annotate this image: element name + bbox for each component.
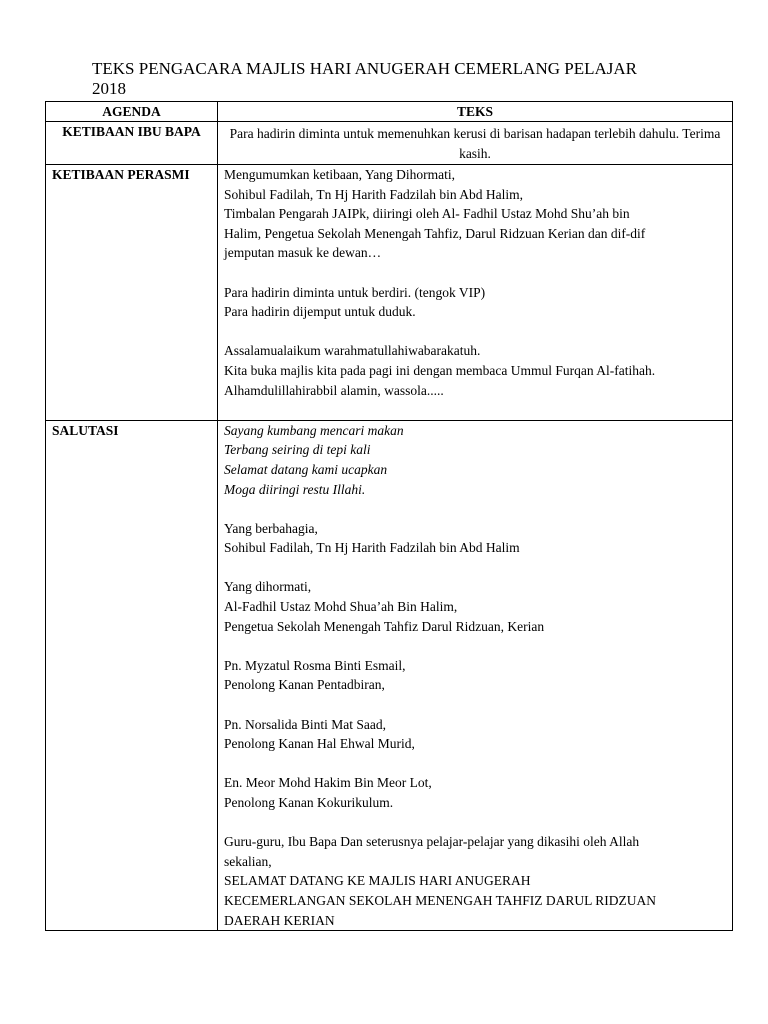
paragraph-gap (224, 813, 726, 833)
text-line: Pn. Norsalida Binti Mat Saad, (224, 716, 386, 732)
table-row (46, 165, 733, 421)
table-row (46, 420, 733, 930)
paragraph-gap (224, 322, 726, 342)
paragraph-gap (224, 558, 726, 578)
text-line: Sohibul Fadilah, Tn Hj Harith Fadzilah bin Abd Halim, (224, 186, 523, 202)
agenda-cell-ketibaan-ibu-bapa: KETIBAAN IBU BAPA (46, 122, 218, 165)
column-header-agenda: AGENDA (46, 102, 218, 122)
table-header-row (46, 102, 733, 122)
pantun-line: Selamat datang kami ucapkan (224, 461, 388, 477)
text-line: SELAMAT DATANG KE MAJLIS HARI ANUGERAH (224, 873, 531, 889)
text-line: Para hadirin dijemput untuk duduk. (224, 304, 416, 320)
text-line: Assalamualaikum warahmatullahiwabarakatuh. (224, 343, 481, 359)
text-cell-ketibaan-perasmi (218, 165, 733, 421)
document-title-year: 2018 (92, 79, 126, 98)
paragraph-gap (224, 695, 726, 715)
text-line: sekalian, (224, 853, 272, 869)
text-line: Alhamdulillahirabbil alamin, wassola..... (224, 382, 444, 398)
text-line: Al-Fadhil Ustaz Mohd Shua’ah Bin Halim, (224, 599, 458, 615)
paragraph-gap (224, 499, 726, 519)
text-cell-salutasi (218, 420, 733, 930)
pantun-line: Moga diiringi restu Illahi. (224, 481, 366, 497)
text-line: Para hadirin diminta untuk berdiri. (tengok VIP) (224, 284, 486, 300)
agenda-cell-ketibaan-perasmi: KETIBAAN PERASMI (46, 165, 218, 421)
agenda-table (45, 101, 733, 931)
pantun-line: Terbang seiring di tepi kali (224, 442, 371, 458)
document-title (92, 59, 732, 99)
text-line: Pengetua Sekolah Menengah Tahfiz Darul Ridzuan, Kerian (224, 618, 545, 634)
table-row (46, 122, 733, 165)
text-line: Timbalan Pengarah JAIPk, diiringi oleh Al- Fadhil Ustaz Mohd Shu’ah bin (224, 206, 630, 222)
text-line: Mengumumkan ketibaan, Yang Dihormati, (224, 167, 455, 182)
document-title-line: TEKS PENGACARA MAJLIS HARI ANUGERAH CEMERLANG PELAJAR (92, 59, 637, 78)
text-line: Pn. Myzatul Rosma Binti Esmail, (224, 657, 406, 673)
text-line: Guru-guru, Ibu Bapa Dan seterusnya pelajar-pelajar yang dikasihi oleh Allah (224, 834, 640, 850)
pantun-line: Sayang kumbang mencari makan (224, 422, 404, 438)
text-line: jemputan masuk ke dewan… (224, 245, 382, 261)
paragraph-gap (224, 400, 726, 420)
text-line: Kita buka majlis kita pada pagi ini dengan membaca Ummul Furqan Al-fatihah. (224, 362, 656, 378)
text-line: KECEMERLANGAN SEKOLAH MENENGAH TAHFIZ DARUL RIDZUAN (224, 892, 657, 908)
text-line: Penolong Kanan Hal Ehwal Murid, (224, 736, 415, 752)
text-line: En. Meor Mohd Hakim Bin Meor Lot, (224, 775, 432, 791)
text-line: Halim, Pengetua Sekolah Menengah Tahfiz, Darul Ridzuan Kerian dan dif-dif (224, 225, 646, 241)
text-line: Penolong Kanan Pentadbiran, (224, 677, 385, 693)
text-line: Penolong Kanan Kokurikulum. (224, 795, 394, 810)
text-cell-ketibaan-ibu-bapa: Para hadirin diminta untuk memenuhkan kerusi di barisan hadapan terlebih dahulu. Terima kasih. (218, 122, 733, 165)
paragraph-gap (224, 636, 726, 656)
text-line: Yang berbahagia, (224, 520, 318, 536)
agenda-cell-salutasi: SALUTASI (46, 420, 218, 930)
text-line: DAERAH KERIAN (224, 912, 335, 928)
paragraph-gap (224, 754, 726, 774)
text-line: Sohibul Fadilah, Tn Hj Harith Fadzilah bin Abd Halim (224, 540, 520, 556)
text-line: Yang dihormati, (224, 579, 312, 595)
paragraph-gap (224, 263, 726, 283)
column-header-teks: TEKS (218, 102, 733, 122)
